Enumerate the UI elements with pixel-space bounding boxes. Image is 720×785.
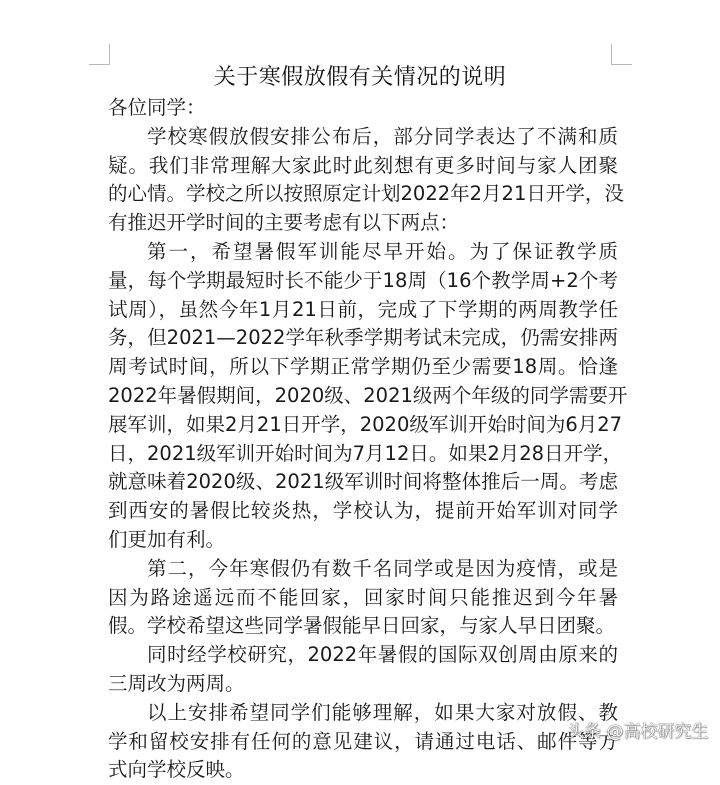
text-line: 三周改为两周。	[108, 671, 245, 695]
text-line: 展军训，如果2月21日开学，2020级军训开始时间为6月27	[108, 412, 623, 436]
greeting: 各位同学：	[108, 96, 206, 119]
paragraph-3	[108, 555, 618, 641]
paragraph-2	[108, 238, 628, 555]
text-line: 到西安的暑假比较炎热，学校认为，提前开始军训对同学	[108, 499, 618, 523]
text-line: 周考试时间，所以下学期正常学期仍至少需要18周。恰逢	[108, 355, 618, 379]
paragraph-4	[108, 641, 618, 699]
text-line: 日，2021级军训开始时间为7月12日。如果2月28日开学，	[108, 441, 623, 465]
document-body	[108, 94, 628, 785]
text-line: 学和留校安排有任何的意见建议，请通过电话、邮件等方	[108, 729, 618, 753]
text-line: 假。学校希望这些同学暑假能早日回家，与家人早日团聚。	[108, 614, 616, 638]
page-corner-mark-right	[611, 44, 632, 65]
text-line: 式向学校反映。	[108, 758, 245, 782]
text-line: 同时经学校研究，2022年暑假的国际双创周由原来的	[147, 643, 618, 667]
text-line: 疑。我们非常理解大家此时此刻想有更多时间与家人团聚	[108, 153, 618, 177]
text-line: 量，每个学期最短时长不能少于18周（16个教学周+2个考	[108, 268, 618, 292]
paragraph-1	[108, 123, 624, 238]
text-line: 因为路途遥远而不能回家，回家时间只能推迟到今年暑	[108, 585, 618, 609]
text-line: 的心情。学校之所以按照原定计划2022年2月21日开学，没	[108, 182, 624, 206]
text-line: 务，但2021—2022学年秋季学期考试未完成，仍需安排两	[108, 326, 618, 350]
text-line: 试周），虽然今年1月21日前，完成了下学期的两周教学任	[108, 297, 618, 321]
document-title: 关于寒假放假有关情况的说明	[213, 65, 507, 90]
paragraph-5	[108, 699, 618, 785]
text-line: 就意味着2020级、2021级军训时间将整体推后一周。考虑	[108, 470, 618, 494]
text-line: 第二，今年寒假仍有数千名同学或是因为疫情，或是	[147, 556, 618, 580]
page-corner-mark-left	[89, 44, 110, 65]
text-line: 第一，希望暑假军训能尽早开始。为了保证教学质	[147, 239, 618, 263]
text-line: 有推迟开学时间的主要考虑有以下两点：	[108, 211, 460, 235]
watermark: 头条 @高校研究生	[567, 722, 709, 742]
text-line: 学校寒假放假安排公布后，部分同学表达了不满和质	[147, 124, 618, 148]
text-line: 以上安排希望同学们能够理解，如果大家对放假、教	[147, 700, 618, 724]
text-line: 2022年暑假期间，2020级、2021级两个年级的同学需要开	[108, 383, 628, 407]
text-line: 们更加有利。	[108, 527, 226, 551]
